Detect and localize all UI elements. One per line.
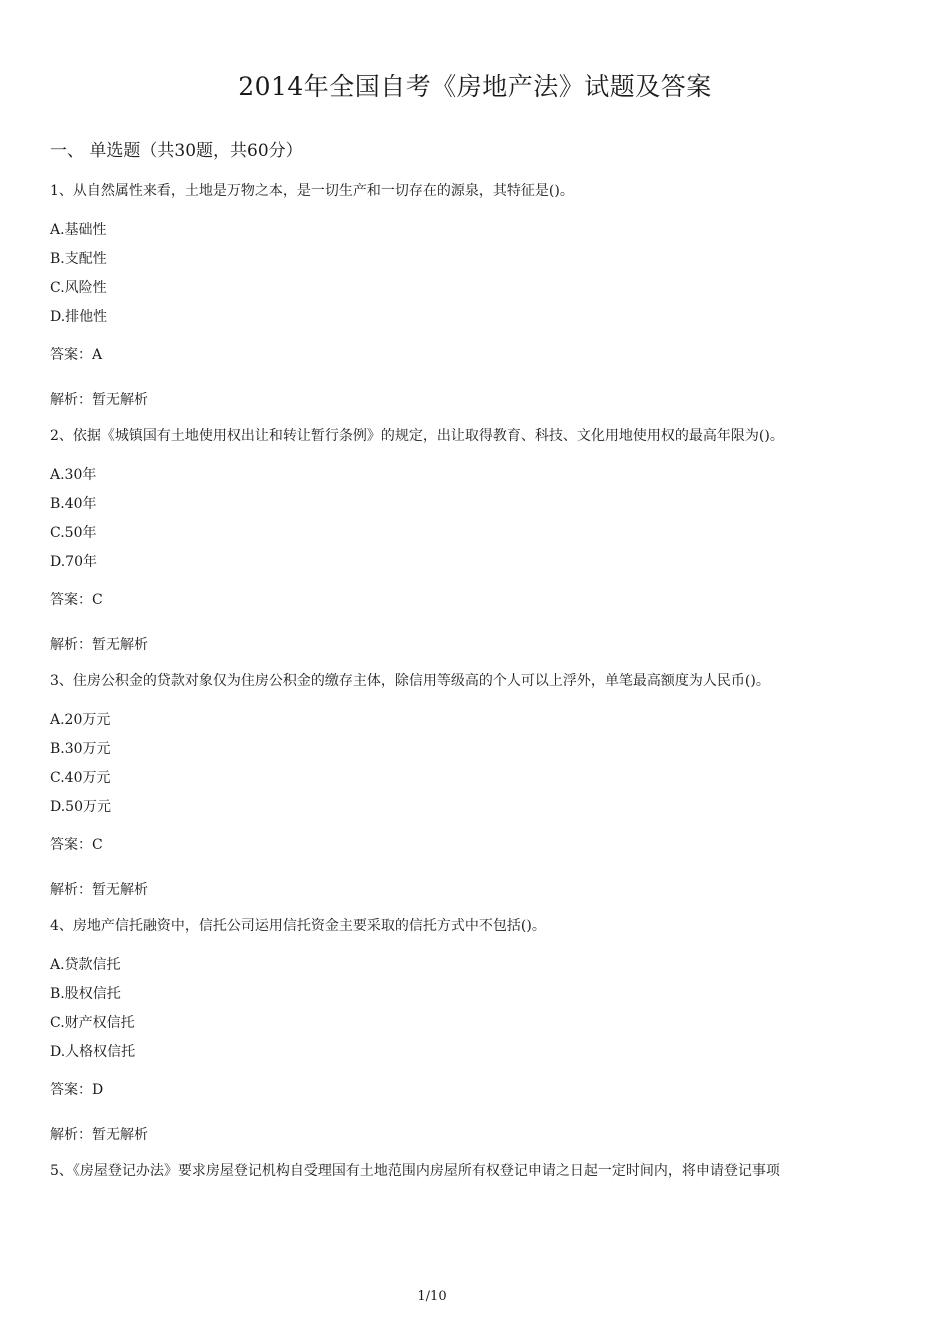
document-title: 2014年全国自考《房地产法》试题及答案 <box>238 72 712 101</box>
option-b: B.支配性 <box>50 251 107 267</box>
question-stem: 5、《房屋登记办法》要求房屋登记机构自受理国有土地范围内房屋所有权登记申请之日起一定时间内，将申请登记事项 <box>50 1163 780 1179</box>
question-list <box>50 180 910 1196</box>
analysis-text: 解析：暂无解析 <box>50 1127 148 1143</box>
option-d: D.排他性 <box>50 309 108 325</box>
option-a: A.30年 <box>50 467 97 483</box>
option-a: A.20万元 <box>50 712 111 728</box>
section-heading: 一、 单选题（共30题，共60分） <box>50 141 303 161</box>
question-stem: 4、房地产信托融资中，信托公司运用信托资金主要采取的信托方式中不包括()。 <box>50 918 546 934</box>
question-4 <box>50 915 910 1146</box>
answer-text: 答案：C <box>50 592 103 608</box>
answer-text: 答案：C <box>50 837 103 853</box>
analysis-text: 解析：暂无解析 <box>50 392 148 408</box>
page-number: 1/10 <box>417 1289 447 1304</box>
option-a: A.贷款信托 <box>50 957 121 973</box>
question-3 <box>50 670 910 901</box>
option-d: D.人格权信托 <box>50 1044 136 1060</box>
answer-text: 答案：A <box>50 347 103 363</box>
option-b: B.40年 <box>50 496 97 512</box>
option-c: C.财产权信托 <box>50 1015 135 1031</box>
option-a: A.基础性 <box>50 222 107 238</box>
option-b: B.30万元 <box>50 741 111 757</box>
option-c: C.40万元 <box>50 770 111 786</box>
answer-text: 答案：D <box>50 1082 104 1098</box>
option-c: C.50年 <box>50 525 97 541</box>
question-stem: 1、从自然属性来看，土地是万物之本，是一切生产和一切存在的源泉，其特征是()。 <box>50 183 574 199</box>
option-c: C.风险性 <box>50 280 107 296</box>
question-5 <box>50 1160 910 1182</box>
option-d: D.50万元 <box>50 799 111 815</box>
analysis-text: 解析：暂无解析 <box>50 637 148 653</box>
question-1 <box>50 180 910 411</box>
question-stem: 2、依据《城镇国有土地使用权出让和转让暂行条例》的规定，出让取得教育、科技、文化用地使用权的最高年限为()。 <box>50 428 784 444</box>
question-2 <box>50 425 910 656</box>
question-stem: 3、住房公积金的贷款对象仅为住房公积金的缴存主体，除信用等级高的个人可以上浮外，单笔最高额度为人民币()。 <box>50 673 770 689</box>
option-d: D.70年 <box>50 554 97 570</box>
analysis-text: 解析：暂无解析 <box>50 882 148 898</box>
option-b: B.股权信托 <box>50 986 121 1002</box>
